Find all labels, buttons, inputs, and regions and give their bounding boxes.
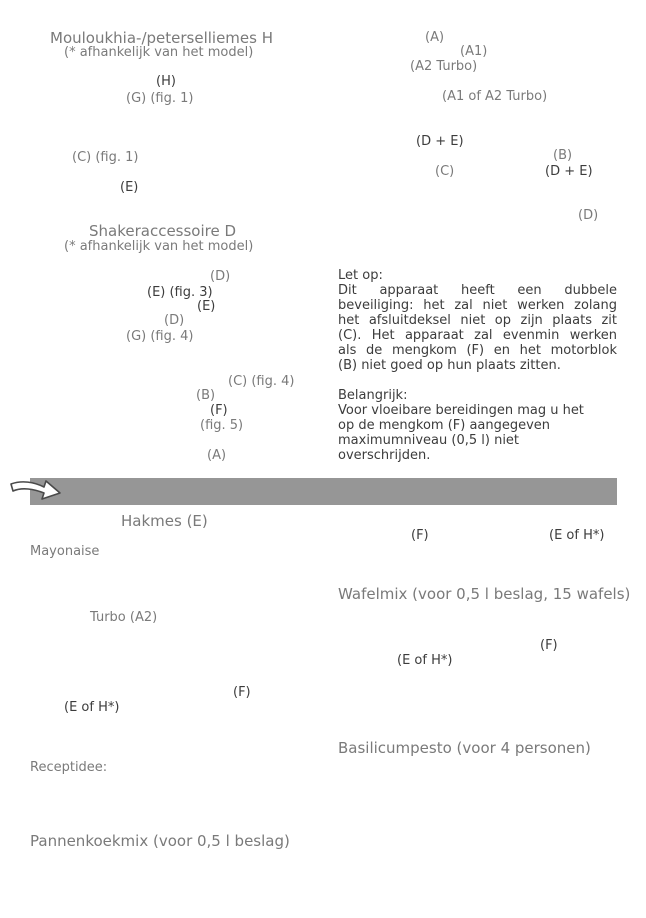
heading-basilicumpesto: Basilicumpesto (voor 4 personen) [338,739,591,757]
label-c-fig1: (C) (fig. 1) [72,150,139,165]
section-title-shaker: Shakeraccessoire D [89,222,237,240]
label-d-2: (D) [164,313,185,328]
notice-line: Dit apparaat heeft een dubbele [338,283,617,298]
label-b: (B) [196,388,216,403]
label-r-a1-or-a2: (A1 of A2 Turbo) [442,89,548,104]
notice-line: Voor vloeibare bereidingen mag u het [338,403,584,418]
notice-line: overschrijden. [338,448,431,463]
label-e: (E) [120,180,139,195]
section-divider-bar [30,478,617,505]
arrow-right-icon [8,474,64,504]
label-d-1: (D) [210,269,231,284]
heading-receptidee: Receptidee: [30,760,108,775]
label-a: (A) [207,448,227,463]
notice-line: maximumniveau (0,5 l) niet [338,433,520,448]
heading-mayonaise: Mayonaise [30,544,100,559]
notice-line: het afsluitdeksel niet op zijn plaats zit [338,313,617,328]
heading-wafelmix: Wafelmix (voor 0,5 l beslag, 15 wafels) [338,585,631,603]
label-e-fig3: (E) (fig. 3) [147,285,213,300]
label-r-a1: (A1) [460,44,488,59]
label-g-fig4: (G) (fig. 4) [126,329,194,344]
label-f-br-2: (F) [540,638,558,653]
label-f-bl: (F) [233,685,251,700]
label-h: (H) [156,74,176,89]
notice-line: (B) niet goed op hun plaats zitten. [338,358,561,373]
section-subtitle-shaker-model: (* afhankelijk van het model) [64,239,254,254]
label-r-d: (D) [578,208,599,223]
label-g-fig1: (G) (fig. 1) [126,91,194,106]
heading-pannenkoekmix: Pannenkoekmix (voor 0,5 l beslag) [30,832,290,850]
notice-line: beveiliging: het zal niet werken zolang [338,298,617,313]
section-title-hakmes: Hakmes (E) [121,512,208,530]
label-turbo-a2: Turbo (A2) [90,610,158,625]
label-fig5: (fig. 5) [200,418,244,433]
label-r-a2-turbo: (A2 Turbo) [410,59,478,74]
notice-belangrijk [338,388,617,463]
notice-line: als de mengkom (F) en het motorblok [338,343,617,358]
notice-belangrijk-title: Belangrijk: [338,388,408,403]
label-r-d-e-1: (D + E) [416,134,464,149]
section-subtitle-model: (* afhankelijk van het model) [64,45,254,60]
label-e-or-h-bl: (E of H*) [64,700,120,715]
section-title-mouloukhia: Mouloukhia-/peterselliemes H [50,29,274,47]
label-e-2: (E) [197,299,216,314]
notice-line: op de mengkom (F) aangegeven [338,418,551,433]
label-e-or-h-br-2: (E of H*) [397,653,453,668]
notice-line: (C). Het apparaat zal evenmin werken [338,328,617,343]
label-r-d-e-2: (D + E) [545,164,593,179]
label-r-b: (B) [553,148,573,163]
label-c-fig4: (C) (fig. 4) [228,374,295,389]
label-r-a: (A) [425,30,445,45]
label-r-c: (C) [435,164,455,179]
notice-let-op-title: Let op: [338,268,383,283]
label-f: (F) [210,403,228,418]
label-e-or-h-br-1: (E of H*) [549,528,605,543]
label-f-br-1: (F) [411,528,429,543]
notice-let-op [338,268,617,373]
